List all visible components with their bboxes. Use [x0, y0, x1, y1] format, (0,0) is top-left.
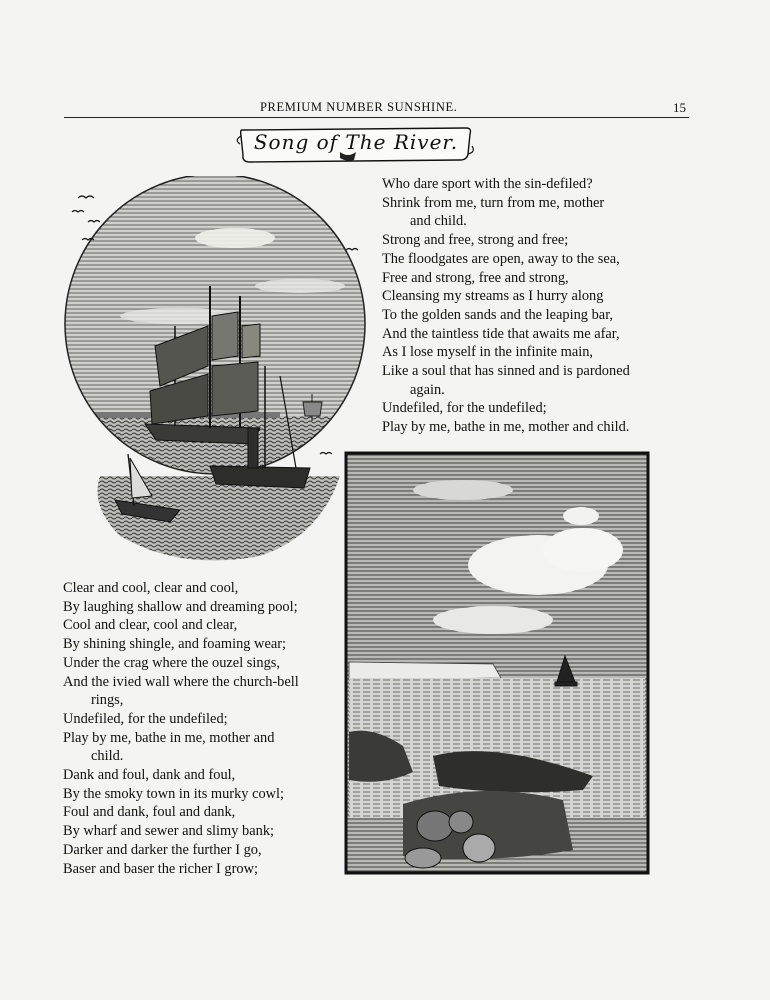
poem-line: Strong and free, strong and free; — [382, 232, 569, 249]
poem-title: Song of The River. — [253, 130, 459, 154]
poem-line: Clear and cool, clear and cool, — [63, 580, 239, 596]
header-rule — [64, 117, 689, 118]
poem-line: and child. — [410, 213, 467, 230]
poem-line: child. — [91, 748, 124, 765]
poem-line: To the golden sands and the leaping bar, — [382, 306, 614, 323]
ships-illustration — [60, 176, 370, 568]
poem-line: Free and strong, free and strong, — [382, 269, 569, 286]
poem-line: Cleansing my streams as I hurry along — [382, 288, 604, 305]
poem-line: rings, — [91, 692, 124, 709]
running-title: PREMIUM NUMBER SUNSHINE. — [260, 100, 458, 114]
poem-line: Dank and foul, dank and foul, — [63, 767, 236, 784]
poem-line: By shining shingle, and foaming wear; — [63, 636, 287, 653]
poem-line: Undefiled, for the undefiled; — [63, 710, 228, 727]
poem-line: Play by me, bathe in me, mother and — [63, 729, 275, 746]
poem-line: As I lose myself in the infinite main, — [382, 344, 594, 361]
poem-line: By the smoky town in its murky cowl; — [63, 785, 285, 802]
poem-line: And the ivied wall where the church-bell — [63, 673, 299, 690]
poem-left-column — [63, 579, 353, 878]
poem-line: Foul and dank, foul and dank, — [63, 804, 236, 821]
poem-line: Play by me, bathe in me, mother and child. — [382, 419, 630, 436]
poem-line: By wharf and sewer and slimy bank; — [63, 823, 275, 840]
poem-line: again. — [410, 381, 445, 398]
poem-line: Under the crag where the ouzel sings, — [63, 654, 280, 671]
poem-line: Who dare sport with the sin-defiled? — [382, 176, 593, 192]
title-banner — [236, 122, 476, 166]
poem-line: The floodgates are open, away to the sea, — [382, 250, 620, 267]
poem-line: Undefiled, for the undefiled; — [382, 400, 547, 417]
page-header — [64, 100, 686, 118]
poem-line: Cool and clear, cool and clear, — [63, 617, 238, 634]
poem-line: And the taintless tide that awaits me afar, — [382, 325, 620, 342]
poem-right-column — [382, 175, 672, 437]
poem-line: Shrink from me, turn from me, mother — [382, 194, 605, 211]
page-number: 15 — [673, 100, 686, 115]
poem-line: By laughing shallow and dreaming pool; — [63, 598, 298, 615]
poem-line: Baser and baser the richer I grow; — [63, 860, 258, 877]
coast-illustration — [343, 450, 653, 880]
poem-line: Darker and darker the further I go, — [63, 841, 262, 858]
poem-line: Like a soul that has sinned and is pardoned — [382, 363, 630, 380]
